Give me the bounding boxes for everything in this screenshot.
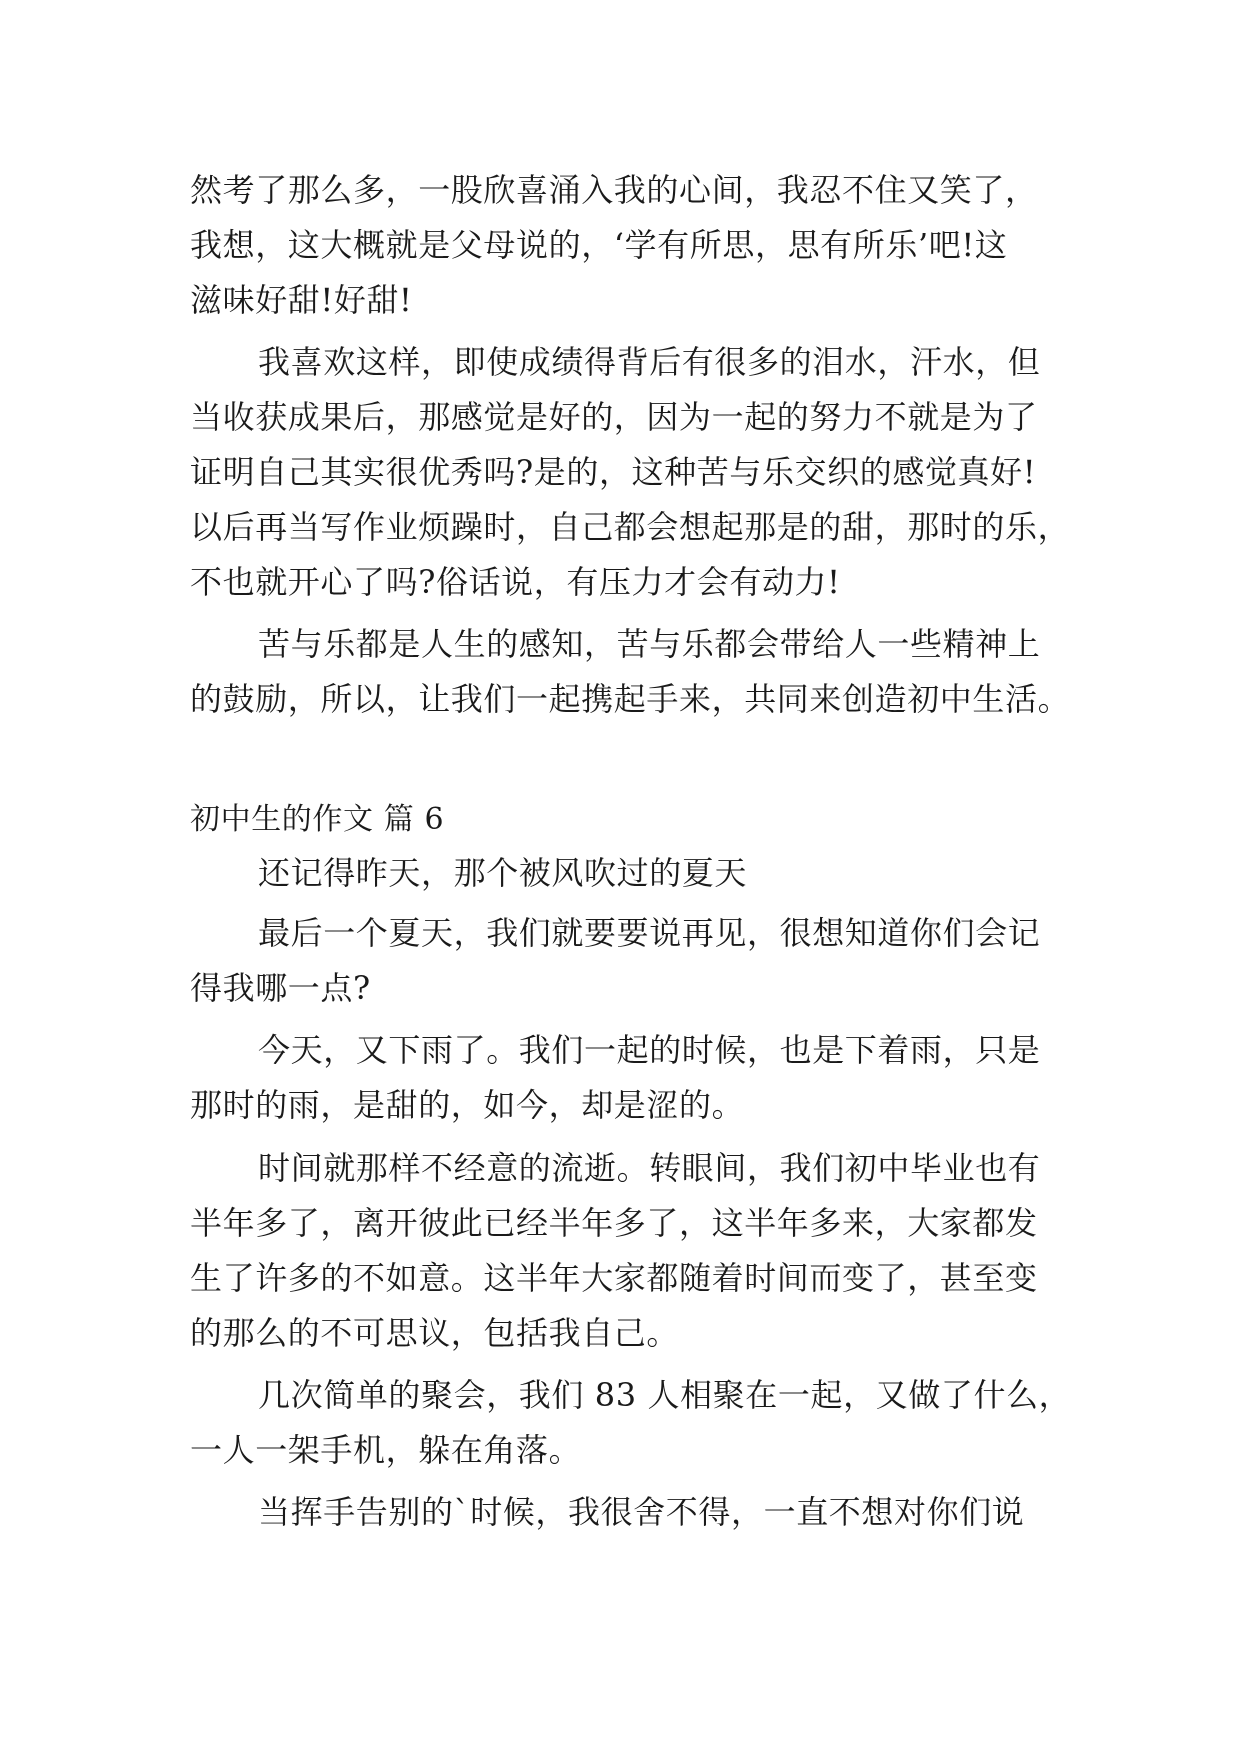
text-line: 苦与乐都是人生的感知，苦与乐都会带给人一些精神上 (258, 625, 1041, 663)
text-line: 的那么的不可思议，包括我自己。 (190, 1314, 680, 1352)
text-line: 一人一架手机，躲在角落。 (190, 1431, 582, 1469)
text-line: 今天，又下雨了。我们一起的时候，也是下着雨，只是 (258, 1031, 1041, 1069)
text-line: 得我哪一点? (190, 969, 371, 1007)
text-line: 我想，这大概就是父母说的，‘学有所思，思有所乐’吧!这 (190, 226, 1008, 264)
text-line: 当挥手告别的`时候，我很舍不得，一直不想对你们说 (258, 1493, 1025, 1531)
text-line: 的鼓励，所以，让我们一起携起手来，共同来创造初中生活。 (190, 680, 1071, 718)
text-line: 当收获成果后，那感觉是好的，因为一起的努力不就是为了 (190, 398, 1038, 436)
text-line: 最后一个夏天，我们就要要说再见，很想知道你们会记 (258, 914, 1041, 952)
text-line: 时间就那样不经意的流逝。转眼间，我们初中毕业也有 (258, 1149, 1041, 1187)
text-line: 那时的雨，是甜的，如今，却是涩的。 (190, 1086, 745, 1124)
text-line: 半年多了，离开彼此已经半年多了，这半年多来，大家都发 (190, 1204, 1038, 1242)
text-line: 还记得昨天，那个被风吹过的夏天 (258, 854, 748, 892)
text-line: 然考了那么多，一股欣喜涌入我的心间，我忍不住又笑了， (190, 171, 1038, 209)
section-heading: 初中生的作文 篇 6 (190, 802, 445, 837)
text-line: 我喜欢这样，即使成绩得背后有很多的泪水，汗水，但 (258, 343, 1041, 381)
text-line: 几次简单的聚会，我们 83 人相聚在一起，又做了什么， (258, 1376, 1072, 1414)
text-line: 以后再当写作业烦躁时，自己都会想起那是的甜，那时的乐， (190, 508, 1071, 546)
text-line: 证明自己其实很优秀吗?是的，这种苦与乐交织的感觉真好! (190, 453, 1037, 491)
text-line: 不也就开心了吗?俗话说，有压力才会有动力! (190, 563, 841, 601)
text-line: 滋味好甜!好甜! (190, 281, 413, 319)
text-line: 生了许多的不如意。这半年大家都随着时间而变了，甚至变 (190, 1259, 1038, 1297)
